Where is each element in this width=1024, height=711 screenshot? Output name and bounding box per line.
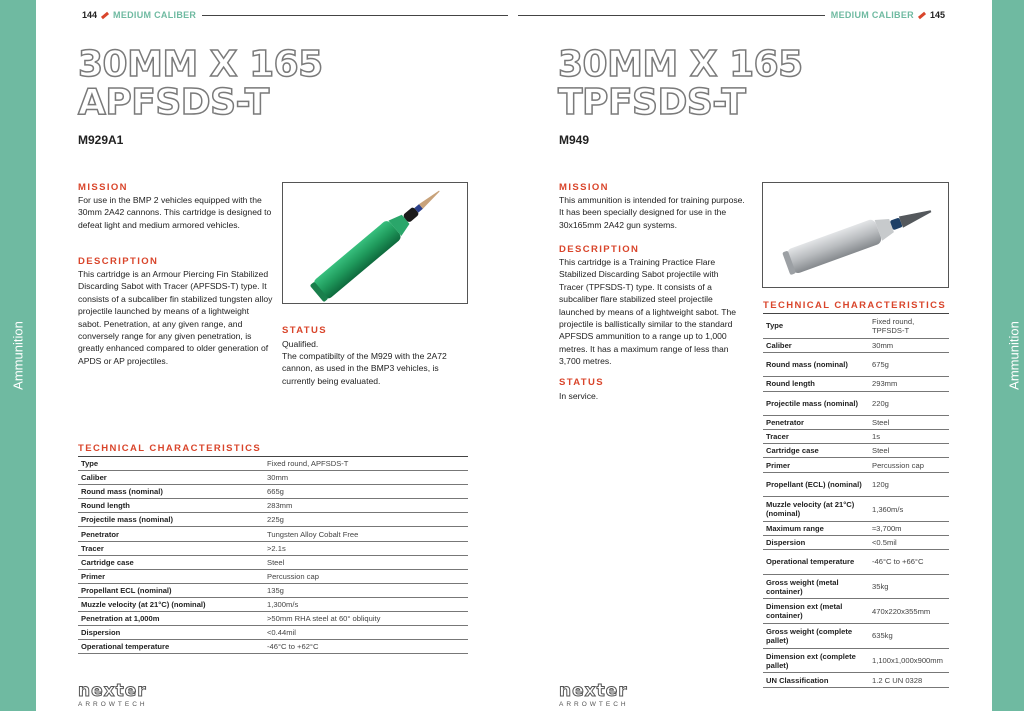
left-page-header: [82, 8, 514, 22]
spec-value: <0.5mil: [869, 536, 949, 550]
table-row: [78, 471, 468, 485]
spec-value: Steel: [264, 555, 468, 569]
spec-label: Round length: [763, 377, 869, 391]
table-row: [763, 444, 949, 458]
spec-value: 35kg: [869, 574, 949, 599]
spec-value: 635kg: [869, 624, 949, 649]
table-row: [763, 648, 949, 673]
spec-label: Type: [78, 457, 264, 471]
table-row: [763, 599, 949, 624]
spec-label: Gross weight (complete pallet): [763, 624, 869, 649]
status-text: In service.: [559, 391, 599, 401]
description-heading: DESCRIPTION: [559, 244, 640, 255]
spec-label: Dimension ext (metal container): [763, 599, 869, 624]
table-row: [763, 416, 949, 430]
spec-value: Percussion cap: [869, 458, 949, 472]
spec-value: 1,360m/s: [869, 497, 949, 522]
spec-label: Operational temperature: [78, 640, 264, 654]
table-row: [763, 458, 949, 472]
spec-value: 1,300m/s: [264, 597, 468, 611]
spec-label: Round mass (nominal): [763, 352, 869, 377]
spec-value: 470x220x355mm: [869, 599, 949, 624]
table-row: [78, 640, 468, 654]
table-row: [78, 626, 468, 640]
spec-label: Penetrator: [763, 416, 869, 430]
spec-value: <0.44mil: [264, 626, 468, 640]
product-image-m929a1: [282, 182, 468, 304]
header-rule: [518, 15, 825, 16]
spec-label: Gross weight (metal container): [763, 574, 869, 599]
table-row: [78, 569, 468, 583]
spec-value: -46°C to +66°C: [869, 550, 949, 575]
spec-label: Primer: [763, 458, 869, 472]
spec-value: Steel: [869, 416, 949, 430]
section-label: MEDIUM CALIBER: [113, 10, 197, 20]
right-page: [512, 0, 992, 711]
mission-text: This ammunition is intended for training purpose. It has been specially designed for use in the 30x165mm 2A42 gun systems.: [559, 195, 745, 230]
spec-value: 225g: [264, 513, 468, 527]
spec-value: 220g: [869, 391, 949, 416]
spec-value: 1s: [869, 430, 949, 444]
status-heading: STATUS: [559, 377, 604, 388]
table-row: [763, 624, 949, 649]
table-row: [763, 536, 949, 550]
spec-value: 293mm: [869, 377, 949, 391]
spec-label: Tracer: [763, 430, 869, 444]
tech-heading: TECHNICAL CHARACTERISTICS: [763, 300, 947, 311]
spec-label: Maximum range: [763, 521, 869, 535]
spec-label: Primer: [78, 569, 264, 583]
spec-label: Caliber: [78, 471, 264, 485]
spec-label: Dimension ext (complete pallet): [763, 648, 869, 673]
table-row: [78, 499, 468, 513]
spec-value: >2.1s: [264, 541, 468, 555]
spec-label: Muzzle velocity (at 21°C) (nominal): [763, 497, 869, 522]
spec-label: Propellant (ECL) (nominal): [763, 472, 869, 497]
description-text: This cartridge is a Training Practice Flare Stabilized Discarding Sabot projectile with Tracer (TPFSDS-T) type. It consists of a subcaliber flare stabilized steel projectile launched by means of a lightweight sabot. The projectile is ballistically similar to the standard APFSDS ammunition to a range up to 1,000 metres. It has a maximum range of less than 3,700 metres.: [559, 257, 737, 367]
spec-value: >50mm RHA steel at 60° obliquity: [264, 612, 468, 626]
nexter-logo: nexter ARROWTECH: [78, 681, 148, 708]
product-image-m949: [762, 182, 949, 288]
status-heading: STATUS: [282, 325, 327, 336]
tech-table: [78, 456, 468, 654]
spec-value: Fixed round, TPFSDS-T: [869, 314, 949, 339]
spec-value: 675g: [869, 352, 949, 377]
spec-value: -46°C to +62°C: [264, 640, 468, 654]
description-text: This cartridge is an Armour Piercing Fin Stabilized Discarding Sabot with Tracer (APFSDS-T) type. It consists of a subcaliber fin stabilized tungsten alloy projectile launched by means of a lightweight sabot. Penetration, at any given range, and conversely range for any given penetration, is greatly enhanced compared to older generation of APDS or AP projectiles.: [78, 269, 273, 366]
spec-value: Fixed round, APFSDS-T: [264, 457, 468, 471]
spec-label: Projectile mass (nominal): [78, 513, 264, 527]
mission-text: For use in the BMP 2 vehicles equipped with the 30mm 2A42 cannons. This cartridge is designed to defeat light and medium armored vehicles.: [78, 195, 272, 230]
mission-heading: MISSION: [559, 182, 609, 193]
spec-label: Caliber: [763, 338, 869, 352]
table-row: [763, 550, 949, 575]
spec-value: Tungsten Alloy Cobalt Free: [264, 527, 468, 541]
spec-value: ≈3,700m: [869, 521, 949, 535]
table-row: [763, 314, 949, 339]
page-title: 30MM X 165 TPFSDS-T: [558, 44, 803, 123]
spec-label: Tracer: [78, 541, 264, 555]
header-rule: [202, 15, 508, 16]
spec-value: 665g: [264, 485, 468, 499]
model-designation: M929A1: [78, 133, 124, 147]
spec-value: Percussion cap: [264, 569, 468, 583]
right-page-header: [512, 8, 945, 22]
table-row: [78, 485, 468, 499]
tech-table: [763, 313, 949, 688]
silver-cartridge-icon: [763, 183, 949, 288]
nexter-logo: nexter ARROWTECH: [559, 681, 629, 708]
spec-label: Propellant ECL (nominal): [78, 583, 264, 597]
spec-label: Round mass (nominal): [78, 485, 264, 499]
table-row: [763, 391, 949, 416]
table-row: [763, 472, 949, 497]
spec-label: Dispersion: [78, 626, 264, 640]
spec-label: Penetration at 1,000m: [78, 612, 264, 626]
spec-label: Type: [763, 314, 869, 339]
page-number: 144: [82, 10, 98, 20]
table-row: [78, 583, 468, 597]
left-page: [36, 0, 510, 711]
spec-value: 30mm: [869, 338, 949, 352]
table-row: [763, 521, 949, 535]
table-row: [763, 574, 949, 599]
spec-value: 30mm: [264, 471, 468, 485]
spec-label: Operational temperature: [763, 550, 869, 575]
model-designation: M949: [559, 133, 590, 147]
spec-label: Cartridge case: [763, 444, 869, 458]
section-label: MEDIUM CALIBER: [830, 10, 914, 20]
side-label-right: Ammunition: [1006, 321, 1022, 390]
spec-value: 135g: [264, 583, 468, 597]
red-slash-icon: [101, 11, 109, 18]
spec-value: 1,100x1,000x900mm: [869, 648, 949, 673]
table-row: [763, 430, 949, 444]
table-row: [78, 513, 468, 527]
description-heading: DESCRIPTION: [78, 256, 159, 267]
status-detail-text: The compatibilty of the M929 with the 2A72 cannon, as used in the BMP3 vehicles, is currently being evaluated.: [282, 351, 447, 386]
table-row: [78, 527, 468, 541]
spec-label: Cartridge case: [78, 555, 264, 569]
spec-label: Penetrator: [78, 527, 264, 541]
spec-value: Steel: [869, 444, 949, 458]
side-label-left: Ammunition: [10, 321, 26, 390]
tech-heading: TECHNICAL CHARACTERISTICS: [78, 443, 262, 454]
spec-label: Muzzle velocity (at 21°C) (nominal): [78, 597, 264, 611]
table-row: [763, 377, 949, 391]
green-cartridge-icon: [283, 183, 468, 304]
table-row: [78, 612, 468, 626]
table-row: [78, 597, 468, 611]
red-slash-icon: [918, 11, 926, 18]
status-text: Qualified.: [282, 339, 319, 349]
spec-value: 283mm: [264, 499, 468, 513]
table-row: [78, 541, 468, 555]
spec-label: Dispersion: [763, 536, 869, 550]
spec-label: Projectile mass (nominal): [763, 391, 869, 416]
spec-value: 120g: [869, 472, 949, 497]
table-row: [763, 497, 949, 522]
table-row: [78, 555, 468, 569]
page-number: 145: [929, 10, 945, 20]
table-row: [78, 457, 468, 471]
spec-label: UN Classification: [763, 673, 869, 687]
spec-label: Round length: [78, 499, 264, 513]
table-row: [763, 673, 949, 687]
page-title: 30MM X 165 APFSDS-T: [78, 44, 323, 123]
spec-value: 1.2 C UN 0328: [869, 673, 949, 687]
table-row: [763, 352, 949, 377]
table-row: [763, 338, 949, 352]
mission-heading: MISSION: [78, 182, 128, 193]
